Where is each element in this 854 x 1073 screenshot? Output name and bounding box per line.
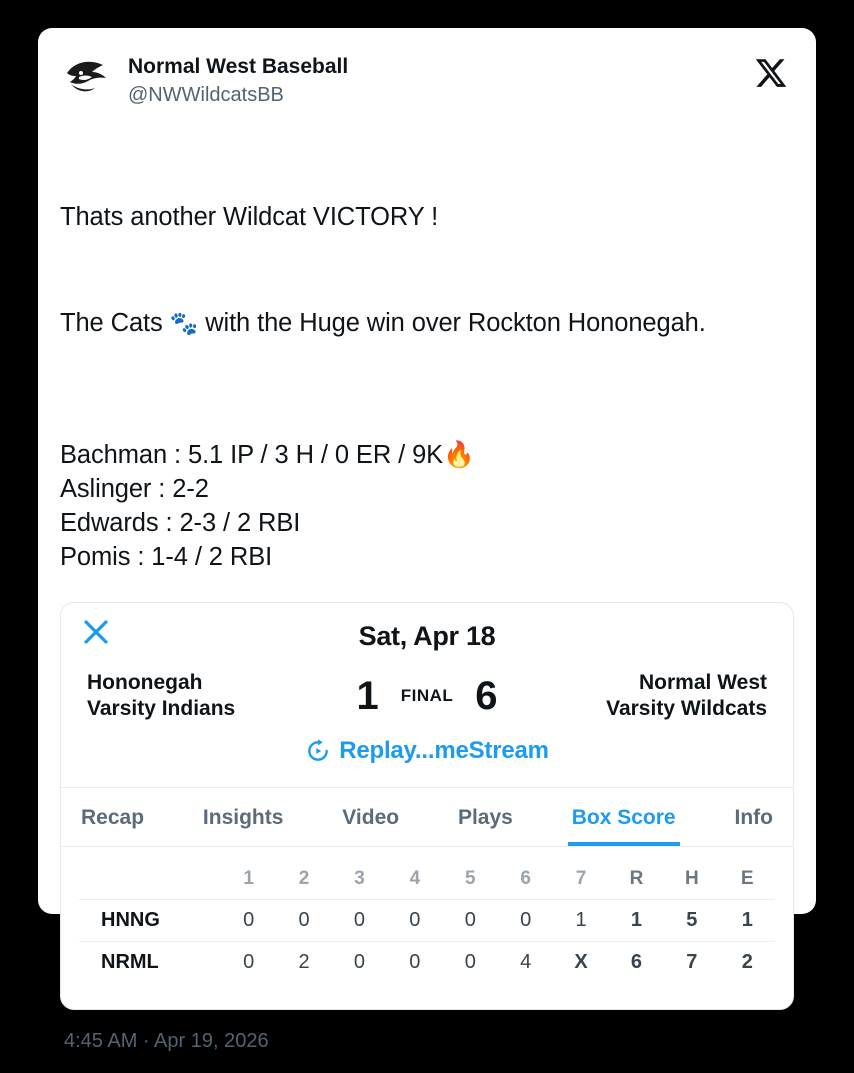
home-inning-7: X	[574, 950, 588, 973]
away-inning-3: 0	[353, 908, 366, 931]
tweet-text-line-2	[60, 306, 794, 341]
score-card-tabs	[61, 787, 793, 846]
row-team-home: NRML	[101, 950, 159, 973]
home-inning-3: 0	[353, 950, 366, 973]
game-date: Sat, Apr 18	[358, 621, 496, 652]
player-stats-block	[60, 438, 794, 575]
stat-line: Pomis : 1-4 / 2 RBI	[60, 542, 273, 571]
wildcat-avatar-icon	[61, 51, 113, 103]
header-team	[79, 859, 221, 900]
home-inning-4: 0	[409, 950, 421, 973]
stat-line: Bachman : 5.1 IP / 3 H / 0 ER / 9K🔥	[60, 440, 475, 469]
tweet-timestamp: 4:45 AM · Apr 19, 2026	[64, 1029, 269, 1052]
home-inning-5: 0	[464, 950, 476, 973]
linescore-header-row	[79, 859, 775, 900]
home-team-city: Normal West	[639, 671, 767, 695]
tab-plays[interactable]: Plays	[457, 805, 513, 829]
away-hits: 5	[686, 908, 698, 931]
away-errors: 1	[741, 908, 753, 931]
tweet-line2-before: The Cats	[60, 308, 170, 337]
replay-label: Replay...meStream	[339, 736, 549, 764]
header-inning-2: 2	[298, 867, 310, 889]
home-score: 6	[475, 673, 498, 718]
tweet-line2-after: with the Huge win over Rockton Hononegah.	[198, 308, 706, 337]
away-score: 1	[356, 673, 379, 718]
author-name: Normal West Baseball	[128, 55, 349, 78]
home-hits: 7	[686, 950, 698, 973]
away-inning-1: 0	[243, 908, 255, 931]
score-card-header	[61, 603, 793, 787]
header-inning-6: 6	[520, 867, 531, 889]
tab-recap[interactable]: Recap	[81, 805, 145, 829]
home-team-name	[552, 670, 767, 723]
table-row	[79, 899, 775, 941]
away-inning-5: 0	[464, 908, 476, 931]
tweet-body	[60, 130, 794, 412]
score-center	[302, 674, 552, 719]
tab-box-score[interactable]: Box Score	[568, 788, 680, 846]
away-inning-7: 1	[575, 908, 587, 931]
score-row	[79, 670, 775, 723]
row-team-away: HNNG	[101, 908, 160, 931]
header-errors: E	[740, 867, 754, 889]
home-inning-6: 4	[520, 950, 532, 973]
tab-video[interactable]: Video	[342, 805, 400, 829]
replay-icon	[305, 738, 331, 764]
home-inning-2: 2	[298, 950, 310, 973]
header-inning-7: 7	[575, 867, 587, 889]
home-runs: 6	[630, 950, 642, 973]
tab-insights[interactable]: Insights	[202, 805, 284, 829]
home-errors: 2	[741, 950, 753, 973]
away-inning-2: 0	[298, 908, 310, 931]
author-block	[128, 50, 348, 108]
away-inning-6: 0	[520, 908, 532, 931]
away-runs: 1	[630, 908, 642, 931]
tweet-header	[60, 50, 794, 112]
linescore-table	[79, 859, 775, 983]
x-logo-icon[interactable]	[754, 56, 788, 90]
paw-print-icon: 🐾	[169, 309, 199, 336]
tab-info[interactable]: Info	[734, 805, 773, 829]
tweet-text-line-1: Thats another Wildcat VICTORY !	[60, 203, 439, 232]
header-inning-5: 5	[464, 867, 476, 889]
close-icon[interactable]	[81, 617, 111, 647]
away-team-city: Hononegah	[87, 671, 203, 695]
game-status: FINAL	[400, 686, 454, 706]
stat-line: Edwards : 2-3 / 2 RBI	[60, 508, 301, 537]
header-inning-4: 4	[409, 867, 421, 889]
replay-link[interactable]	[79, 737, 775, 781]
author-handle: @NWWildcatsBB	[128, 84, 284, 107]
tweet-card	[38, 28, 816, 1052]
table-row	[79, 941, 775, 983]
header-runs: R	[629, 867, 644, 889]
stat-line: Aslinger : 2-2	[60, 474, 209, 503]
home-team-mascot: Varsity Wildcats	[606, 697, 767, 721]
away-inning-4: 0	[409, 908, 421, 931]
header-inning-3: 3	[354, 867, 365, 889]
header-inning-1: 1	[243, 867, 254, 889]
box-score-panel	[61, 846, 793, 1009]
away-team-name	[87, 670, 302, 723]
avatar[interactable]	[60, 50, 114, 104]
home-inning-1: 0	[243, 950, 255, 973]
embedded-score-card[interactable]	[60, 602, 794, 1010]
header-hits: H	[684, 867, 699, 889]
away-team-mascot: Varsity Indians	[87, 697, 236, 721]
